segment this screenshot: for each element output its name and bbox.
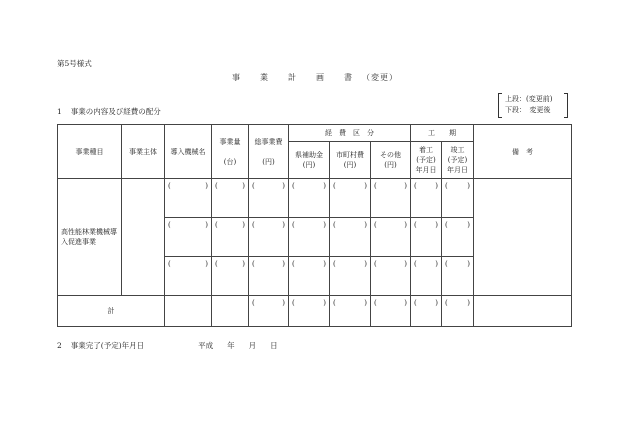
- header-total-cost-label: 総事業費: [254, 137, 283, 146]
- header-finish: [442, 142, 474, 179]
- machine-name-cell[interactable]: ( ): [165, 218, 212, 257]
- start-date-cell[interactable]: ( ): [411, 218, 442, 257]
- pref-subsidy-cell[interactable]: ( ): [289, 179, 330, 218]
- start-date-cell[interactable]: ( ): [411, 257, 442, 296]
- other-cell[interactable]: ( ): [371, 257, 411, 296]
- section-2-heading: [57, 340, 278, 351]
- header-schedule-group: 工 期: [411, 125, 474, 142]
- total-finish-cell[interactable]: ( ): [442, 296, 474, 327]
- header-total-cost-unit: (円): [262, 157, 275, 166]
- header-municipal: [330, 142, 371, 179]
- completion-year: 年: [227, 341, 235, 350]
- header-finish-sub1: (予定): [447, 156, 468, 164]
- machine-name-cell[interactable]: ( ): [165, 257, 212, 296]
- completion-era: 平成: [198, 341, 214, 350]
- municipal-cell[interactable]: ( ): [330, 179, 371, 218]
- section-1-number: 1: [57, 107, 62, 116]
- municipal-cell[interactable]: ( ): [330, 257, 371, 296]
- total-quantity-cell: [212, 296, 249, 327]
- header-start-sub2: 年月日: [415, 166, 437, 174]
- total-label: 計: [58, 296, 165, 327]
- operator-cell[interactable]: [122, 179, 165, 296]
- section-1-heading: [57, 106, 161, 117]
- remarks-cell[interactable]: [474, 179, 572, 296]
- municipal-cell[interactable]: ( ): [330, 218, 371, 257]
- total-pref-subsidy-cell[interactable]: ( ): [289, 296, 330, 327]
- header-other: [371, 142, 411, 179]
- quantity-cell[interactable]: ( ): [212, 257, 249, 296]
- section-2-number: 2: [57, 341, 62, 350]
- header-start-sub1: (予定): [416, 156, 436, 164]
- total-cost-cell[interactable]: ( ): [249, 218, 289, 257]
- document-title: [0, 72, 630, 83]
- total-machine-cell: [165, 296, 212, 327]
- header-other-label: その他: [380, 151, 401, 159]
- other-cell[interactable]: ( ): [371, 218, 411, 257]
- quantity-cell[interactable]: ( ): [212, 218, 249, 257]
- before-after-legend: [498, 92, 568, 118]
- form-number: 第5号様式: [57, 59, 92, 68]
- document-title-suffix: （変更）: [362, 73, 398, 82]
- project-plan-table: [57, 124, 572, 327]
- document-title-main: 事 業 計 画 書: [232, 73, 358, 82]
- finish-date-cell[interactable]: ( ): [442, 218, 474, 257]
- total-other-cell[interactable]: ( ): [371, 296, 411, 327]
- header-start-label: 着工: [419, 146, 433, 154]
- pref-subsidy-cell[interactable]: ( ): [289, 218, 330, 257]
- legend-left-bracket: [498, 93, 502, 118]
- header-pref-subsidy: [289, 142, 330, 179]
- legend-upper: 上段：(変更前): [505, 95, 553, 103]
- total-cost-cell[interactable]: ( ): [249, 257, 289, 296]
- header-total-cost: [249, 125, 289, 179]
- legend-lower: 下段： 変更後: [505, 106, 551, 114]
- header-machine-name: 導入機械名: [165, 125, 212, 179]
- total-cost-cell[interactable]: ( ): [249, 179, 289, 218]
- header-project-type: 事業種目: [58, 125, 122, 179]
- header-other-unit: (円): [384, 161, 397, 169]
- other-cell[interactable]: ( ): [371, 179, 411, 218]
- header-operator: 事業主体: [122, 125, 165, 179]
- completion-day: 日: [270, 341, 278, 350]
- finish-date-cell[interactable]: ( ): [442, 179, 474, 218]
- section-1-label: 事業の内容及び経費の配分: [70, 107, 161, 116]
- legend-right-bracket: [564, 93, 568, 118]
- section-2-label: 事業完了(予定)年月日: [70, 341, 145, 350]
- total-cost-sum-cell[interactable]: ( ): [249, 296, 289, 327]
- header-quantity-unit: (台): [223, 157, 237, 166]
- header-finish-label: 竣工: [450, 146, 465, 154]
- total-row: [58, 296, 572, 327]
- header-quantity-label: 事業量: [219, 137, 241, 146]
- header-municipal-unit: (円): [343, 161, 357, 169]
- start-date-cell[interactable]: ( ): [411, 179, 442, 218]
- header-expense-group: 経 費 区 分: [289, 125, 411, 142]
- total-remarks-cell: [474, 296, 572, 327]
- table-row: [58, 179, 572, 218]
- header-start: [411, 142, 442, 179]
- header-quantity: [212, 125, 249, 179]
- total-municipal-cell[interactable]: ( ): [330, 296, 371, 327]
- header-finish-sub2: 年月日: [447, 166, 468, 174]
- pref-subsidy-cell[interactable]: ( ): [289, 257, 330, 296]
- header-municipal-label: 市町村費: [336, 151, 364, 159]
- machine-name-cell[interactable]: ( ): [165, 179, 212, 218]
- header-remarks: 備 考: [474, 125, 572, 179]
- completion-month: 月: [248, 341, 257, 350]
- project-name-cell: 高性能林業機械導入促進事業: [58, 179, 122, 296]
- header-pref-subsidy-unit: (円): [302, 161, 316, 169]
- quantity-cell[interactable]: ( ): [212, 179, 249, 218]
- finish-date-cell[interactable]: ( ): [442, 257, 474, 296]
- total-start-cell[interactable]: ( ): [411, 296, 442, 327]
- header-pref-subsidy-label: 県補助金: [295, 151, 323, 159]
